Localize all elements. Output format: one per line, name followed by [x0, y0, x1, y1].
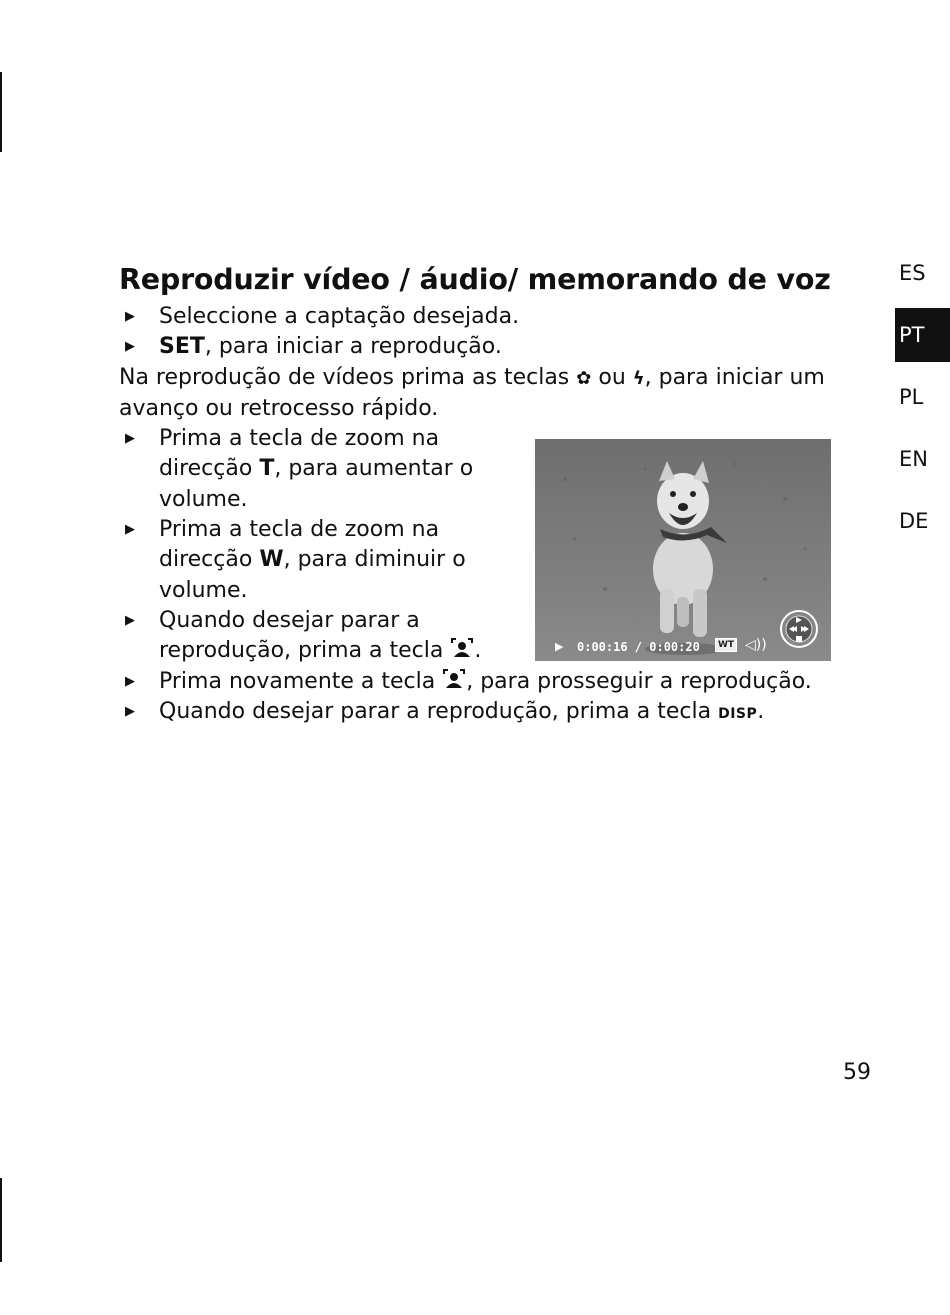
step-text: .: [474, 638, 482, 664]
step-resume: [119, 667, 859, 697]
step-pause: [119, 606, 539, 667]
step-select-capture: [119, 302, 859, 332]
play-icon: ▶: [555, 640, 564, 653]
paragraph-text: ou: [591, 364, 633, 390]
page-number: 59: [843, 1060, 871, 1085]
page-title: Reproduzir vídeo / áudio/ memorando de voz: [119, 263, 831, 296]
bullet-arrow-icon: ▶: [125, 309, 135, 324]
playback-time: 0:00:16 / 0:00:20: [577, 640, 700, 654]
step-text: Prima a tecla de zoom na direcção: [159, 517, 440, 573]
flash-icon: ϟ: [632, 367, 645, 389]
crop-mark-bottom: [0, 1178, 2, 1262]
portrait-key-icon: [442, 669, 466, 694]
lang-tab-pl[interactable]: PL: [899, 385, 924, 409]
step-text: .: [757, 698, 765, 724]
set-key-label: SET: [159, 334, 205, 360]
step-text: Prima novamente a tecla: [159, 668, 443, 694]
bullet-arrow-icon: ▶: [125, 339, 135, 355]
step-text: , para aumentar o volume.: [159, 456, 474, 512]
bullet-arrow-icon: ▶: [125, 612, 135, 628]
paragraph-text: Na reprodução de vídeos prima as teclas: [119, 364, 577, 390]
step-start-playback: [119, 332, 859, 362]
step-text: Prima a tecla de zoom na direcção: [159, 426, 440, 482]
lang-tab-es[interactable]: ES: [899, 261, 926, 285]
step-text: , para iniciar a reprodução.: [204, 334, 502, 360]
bullet-arrow-icon: ▶: [125, 522, 135, 538]
fast-forward-paragraph: [119, 363, 859, 425]
macro-icon: ✿: [576, 367, 592, 389]
zoom-wt-icon: WT: [715, 638, 737, 652]
bullet-arrow-icon: ▶: [125, 673, 135, 689]
step-text: , para diminuir o volume.: [159, 547, 466, 603]
step-text: , para prosseguir a reprodução.: [466, 668, 812, 694]
w-key-label: W: [259, 547, 284, 573]
step-text: Quando desejar parar a reprodução, prima a tecla: [159, 607, 451, 664]
lang-tab-en[interactable]: EN: [899, 447, 928, 471]
camera-playback-screen: [535, 439, 831, 661]
portrait-key-icon: [450, 638, 474, 663]
lang-tab-de[interactable]: DE: [899, 509, 929, 533]
step-text: Seleccione a captação desejada.: [159, 304, 520, 329]
step-volume-down: [119, 515, 539, 606]
language-tabs: [895, 246, 950, 556]
crop-mark-top: [0, 72, 2, 152]
lang-tab-pt[interactable]: PT: [895, 308, 950, 362]
step-stop: [119, 697, 859, 729]
paragraph-text: , para iniciar um avanço ou retrocesso rápido.: [119, 364, 825, 421]
bullet-arrow-icon: ▶: [125, 431, 135, 447]
step-volume-up: [119, 424, 539, 515]
volume-icon: ◁)): [745, 637, 767, 653]
t-key-label: T: [259, 456, 275, 482]
step-text: Quando desejar parar a reprodução, prima a tecla: [159, 698, 719, 724]
navigation-control-icon: [779, 609, 819, 649]
bullet-arrow-icon: ▶: [125, 703, 135, 719]
disp-key-label: DISP: [718, 705, 758, 722]
